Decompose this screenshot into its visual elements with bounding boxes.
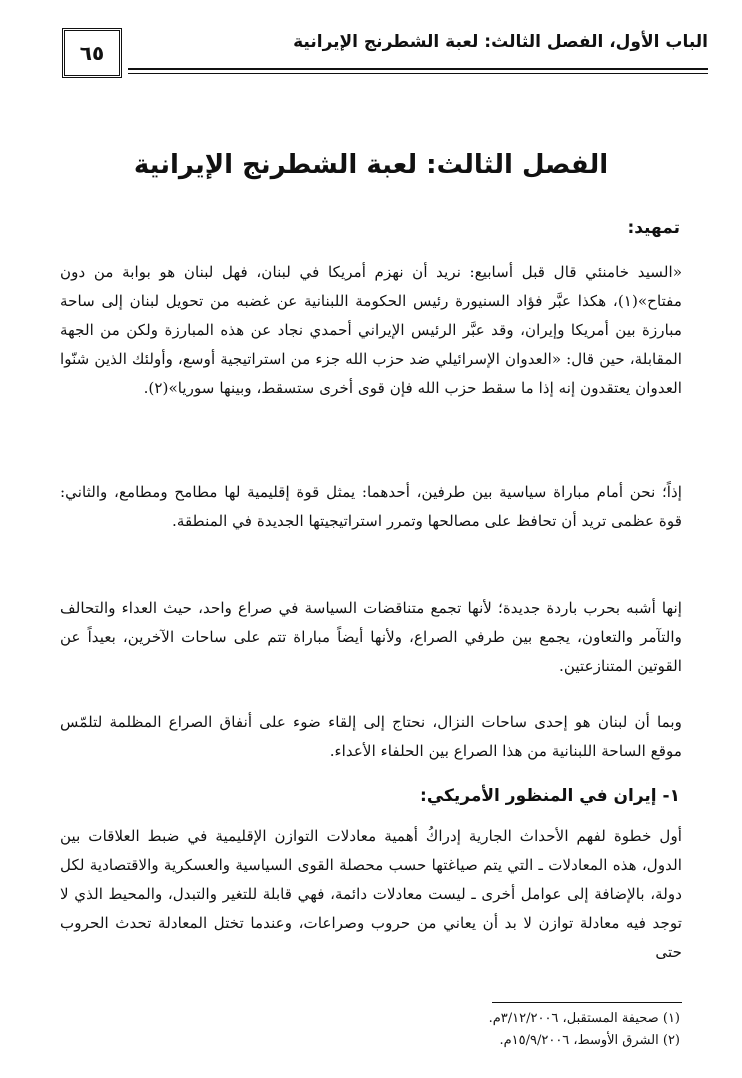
header-rule [128,68,708,70]
paragraph-1: «السيد خامنئي قال قبل أسابيع: نريد أن نهزم أمريكا في لبنان، فهل لبنان هو بوابة من دون مفتاح»(١)، هكذا عبَّر فؤاد السنيورة رئيس الحكومة اللبنانية عن غضبه من تحويل لبنان إلى ساحة مبارزة بين أمريكا وإيران، وقد عبَّر الرئيس الإيراني أحمدي نجاد عن هذه المبارزة ولكن من الجهة المقابلة، حين قال: «العدوان الإسرائيلي ضد حزب الله جزء من استراتيجية أوسع، وأولئك الذين شنّوا العدوان يعتقدون إنه إذا ما سقط حزب الله فإن قوى أخرى ستسقط، وبينها سوريا»(٢). [60,263,682,397]
paragraph-2: إذاً؛ نحن أمام مباراة سياسية بين طرفين، أحدهما: يمثل قوة إقليمية لها مطامح ومطامع، والثاني: قوة عظمى تريد أن تحافظ على مصالحها وتمرر استراتيجيتها الجديدة في المنطقة. [60,483,682,530]
footnotes [60,1008,680,1052]
footnote-2: (٢) الشرق الأوسط، ١٥/٩/٢٠٠٦م. [499,1033,680,1048]
page-number: ٦٥ [62,28,122,78]
footnote-rule [492,1002,682,1003]
footnote-1: (١) صحيفة المستقبل، ٣/١٢/٢٠٠٦م. [488,1011,680,1026]
section-heading: ١- إيران في المنظور الأمريكي: [420,786,680,806]
intro-heading: تمهيد: [627,218,680,238]
section-paragraph: أول خطوة لفهم الأحداث الجارية إدراكُ أهمية معادلات التوازن الإقليمية في ضبط العلاقات بين الدول، هذه المعادلات ـ التي يتم صياغتها حسب محصلة القوى السياسية والعسكرية والاقتصادية لكل دولة، بالإضافة إلى عوامل أخرى ـ ليست معادلات دائمة، فهي قابلة للتغير والتبدل، والمحيط الذي لا توجد فيه معادلة توازن لا بد أن يعاني من حروب وصراعات، وعندما تختل المعادلة تحدث الحروب حتى [60,827,682,961]
running-title: الباب الأول، الفصل الثالث: لعبة الشطرنج الإيرانية [293,32,708,52]
chapter-title: الفصل الثالث: لعبة الشطرنج الإيرانية [133,150,609,180]
running-header [62,28,708,80]
paragraph-3: إنها أشبه بحرب باردة جديدة؛ لأنها تجمع متناقضات السياسة في صراع واحد، حيث العداء والتحالف والتآمر والتعاون، يجمع بين طرفي الصراع، ولأنها أيضاً مباراة تتم على ساحات الآخرين، بعيداً عن القوتين المتنازعتين. [60,599,682,675]
paragraph-4: وبما أن لبنان هو إحدى ساحات النزال، نحتاج إلى إلقاء ضوء على أنفاق الصراع المظلمة لتلمّس موقع الساحة اللبنانية من هذا الصراع بين الحلفاء الأعداء. [60,713,682,760]
header-rule-thin [128,73,708,74]
